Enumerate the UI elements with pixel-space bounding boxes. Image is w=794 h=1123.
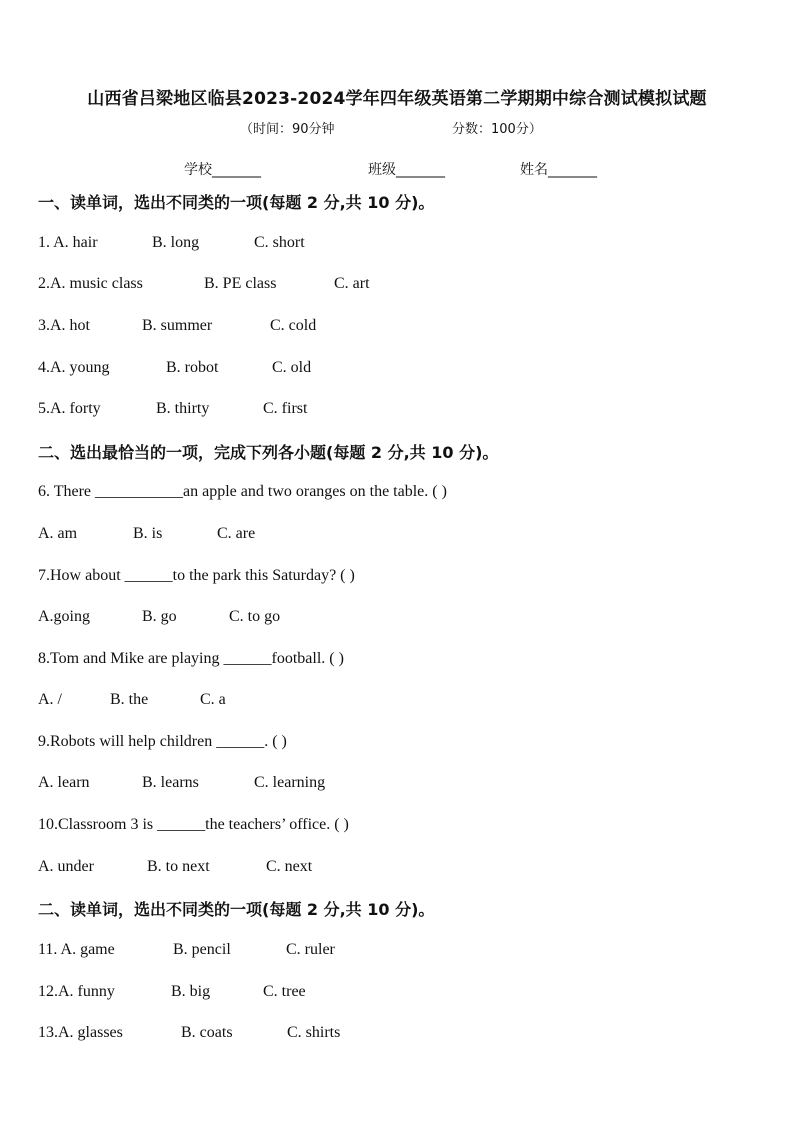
option-a: 13.A. glasses	[38, 1024, 123, 1041]
option-a: 12.A. funny	[38, 983, 115, 1000]
page-title: 山西省吕梁地区临县2023-2024学年四年级英语第二学期期中综合测试模拟试题	[87, 89, 707, 109]
option-c: C. next	[266, 858, 313, 875]
option-b: B. pencil	[173, 941, 231, 958]
option-a: A. under	[38, 858, 94, 875]
option-b: B. long	[152, 234, 200, 251]
option-b: B. coats	[181, 1024, 233, 1041]
name-field: 姓名_______	[520, 162, 597, 178]
option-c: C. shirts	[287, 1024, 341, 1041]
option-b: B. learns	[142, 774, 199, 791]
option-c: C. are	[217, 525, 256, 542]
option-a: 1. A. hair	[38, 234, 98, 251]
option-a: A. /	[38, 691, 62, 708]
option-b: B. big	[171, 983, 211, 1000]
option-a: A. am	[38, 525, 78, 542]
option-b: B. summer	[142, 317, 213, 334]
option-b: B. is	[133, 525, 163, 542]
option-a: A.going	[38, 608, 90, 625]
option-b: B. PE class	[204, 275, 277, 292]
option-b: B. go	[142, 608, 177, 625]
option-a: 2.A. music class	[38, 275, 143, 292]
question-stem: 6. There ___________an apple and two oranges on the table. ( )	[38, 483, 447, 500]
option-c: C. to go	[229, 608, 281, 625]
question-stem: 10.Classroom 3 is ______the teachers’ office. ( )	[38, 816, 349, 833]
option-a: 3.A. hot	[38, 317, 90, 334]
option-c: C. short	[254, 234, 305, 251]
option-c: C. old	[272, 359, 312, 376]
class-field: 班级_______	[368, 162, 445, 178]
option-b: B. to next	[147, 858, 210, 875]
option-c: C. tree	[263, 983, 306, 1000]
option-a: 4.A. young	[38, 359, 110, 376]
option-b: B. the	[110, 691, 149, 708]
question-stem: 8.Tom and Mike are playing ______football. ( )	[38, 650, 344, 667]
school-field: 学校_______	[184, 162, 261, 178]
option-a: A. learn	[38, 774, 90, 791]
section-heading-1: 一、读单词，选出不同类的一项(每题 2 分,共 10 分)。	[38, 193, 435, 212]
question-stem: 9.Robots will help children ______. ( )	[38, 733, 287, 750]
option-a: 5.A. forty	[38, 400, 101, 417]
option-c: C. learning	[254, 774, 326, 791]
option-b: B. robot	[166, 359, 219, 376]
section-heading-3: 二、读单词，选出不同类的一项(每题 2 分,共 10 分)。	[38, 900, 435, 919]
option-a: 11. A. game	[38, 941, 115, 958]
exam-score: 分数：100分）	[452, 122, 542, 137]
option-c: C. first	[263, 400, 308, 417]
exam-time: （时间：90分钟	[240, 122, 335, 137]
option-c: C. ruler	[286, 941, 335, 958]
option-b: B. thirty	[156, 400, 210, 417]
option-c: C. art	[334, 275, 370, 292]
option-c: C. cold	[270, 317, 317, 334]
section-heading-2: 二、选出最恰当的一项，完成下列各小题(每题 2 分,共 10 分)。	[38, 443, 499, 462]
option-c: C. a	[200, 691, 226, 708]
question-stem: 7.How about ______to the park this Saturday? ( )	[38, 567, 355, 584]
